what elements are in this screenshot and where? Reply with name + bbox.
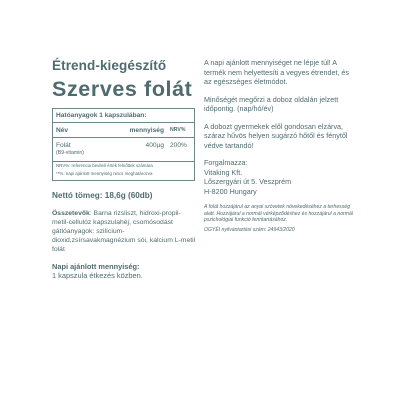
right-column xyxy=(204,58,354,234)
nutrition-row-folate xyxy=(53,138,194,150)
nutrition-table-header-row xyxy=(53,123,194,138)
daily-dose-text: 1 kapszula étkezés közben. xyxy=(52,271,143,280)
nrv-footnote: NRV%: referencia beviteli érték felnőttek számára xyxy=(56,163,153,168)
ingredients xyxy=(52,209,196,254)
category-heading: Étrend-kiegészítő xyxy=(52,58,167,73)
company-city: H-8200 Hungary xyxy=(204,186,257,196)
ingredients-text: : Barna rizsliszt, hidroxi-propil-metil-cellulóz kapszulahéj, csomósodást gátlóanyagok: szilícium-dioxid,zsírsavakmagnézium sói, kalcium L-metil folát xyxy=(52,210,196,253)
nutrient-name: Folát xyxy=(56,142,71,149)
nutrient-nrv: 200% xyxy=(170,142,187,149)
health-claim: A folát hozzájárul az anyai szövetek növekedéséhez a terhesség alatt. Hozzájárul a normál vérképződéshez és hozzájárul a normál pszichológiai funkció fenntartásához. xyxy=(204,204,353,224)
ingredients-label: Összetevők xyxy=(52,210,90,217)
product-title: Szerves folát xyxy=(52,77,193,101)
distributor-block xyxy=(204,158,354,196)
best-before-note: Minőségét megőrzi a doboz oldalán jelzett időpontig. (nap/hó/év) xyxy=(204,94,339,113)
nutrition-table xyxy=(52,108,195,181)
nutrient-subname: (B9-vitamin) xyxy=(53,150,194,162)
company-name: Vitaking Kft. xyxy=(204,167,243,177)
left-column xyxy=(52,58,196,281)
daily-amount-footnote: **%: napi ajánlott mennyiség nincs meghatározva xyxy=(56,171,153,176)
net-weight: Nettó tömeg: 18,6g (60db) xyxy=(52,191,153,200)
nutrition-table-title: Hatóanyagok 1 kapszulában: xyxy=(53,109,194,123)
col-amount-header: mennyiség xyxy=(129,127,164,134)
company-street: Lőszergyári út 5. Veszprém xyxy=(204,177,292,186)
col-nrv-header: NRV% xyxy=(170,127,186,133)
storage-note: A dobozt gyermekek elől gondosan elzárva, száraz hűvös helyen sugárzó hőtől és fénytől védve tartandó! xyxy=(204,121,348,150)
col-name-header: Név xyxy=(56,127,69,134)
dosage-warning: A napi ajánlott mennyiséget ne lépje túl! A termék nem helyettesíti a vegyes étrendet, és az egészséges életmódot. xyxy=(204,58,350,86)
daily-dose-title: Napi ajánlott mennyiség: xyxy=(52,262,140,271)
registration-number: OGYÉI nyilvántartási szám: 24943/2020 xyxy=(204,226,295,233)
distributor-label: Forgalmazza: xyxy=(204,158,248,167)
nutrient-amount: 400µg xyxy=(145,142,164,149)
